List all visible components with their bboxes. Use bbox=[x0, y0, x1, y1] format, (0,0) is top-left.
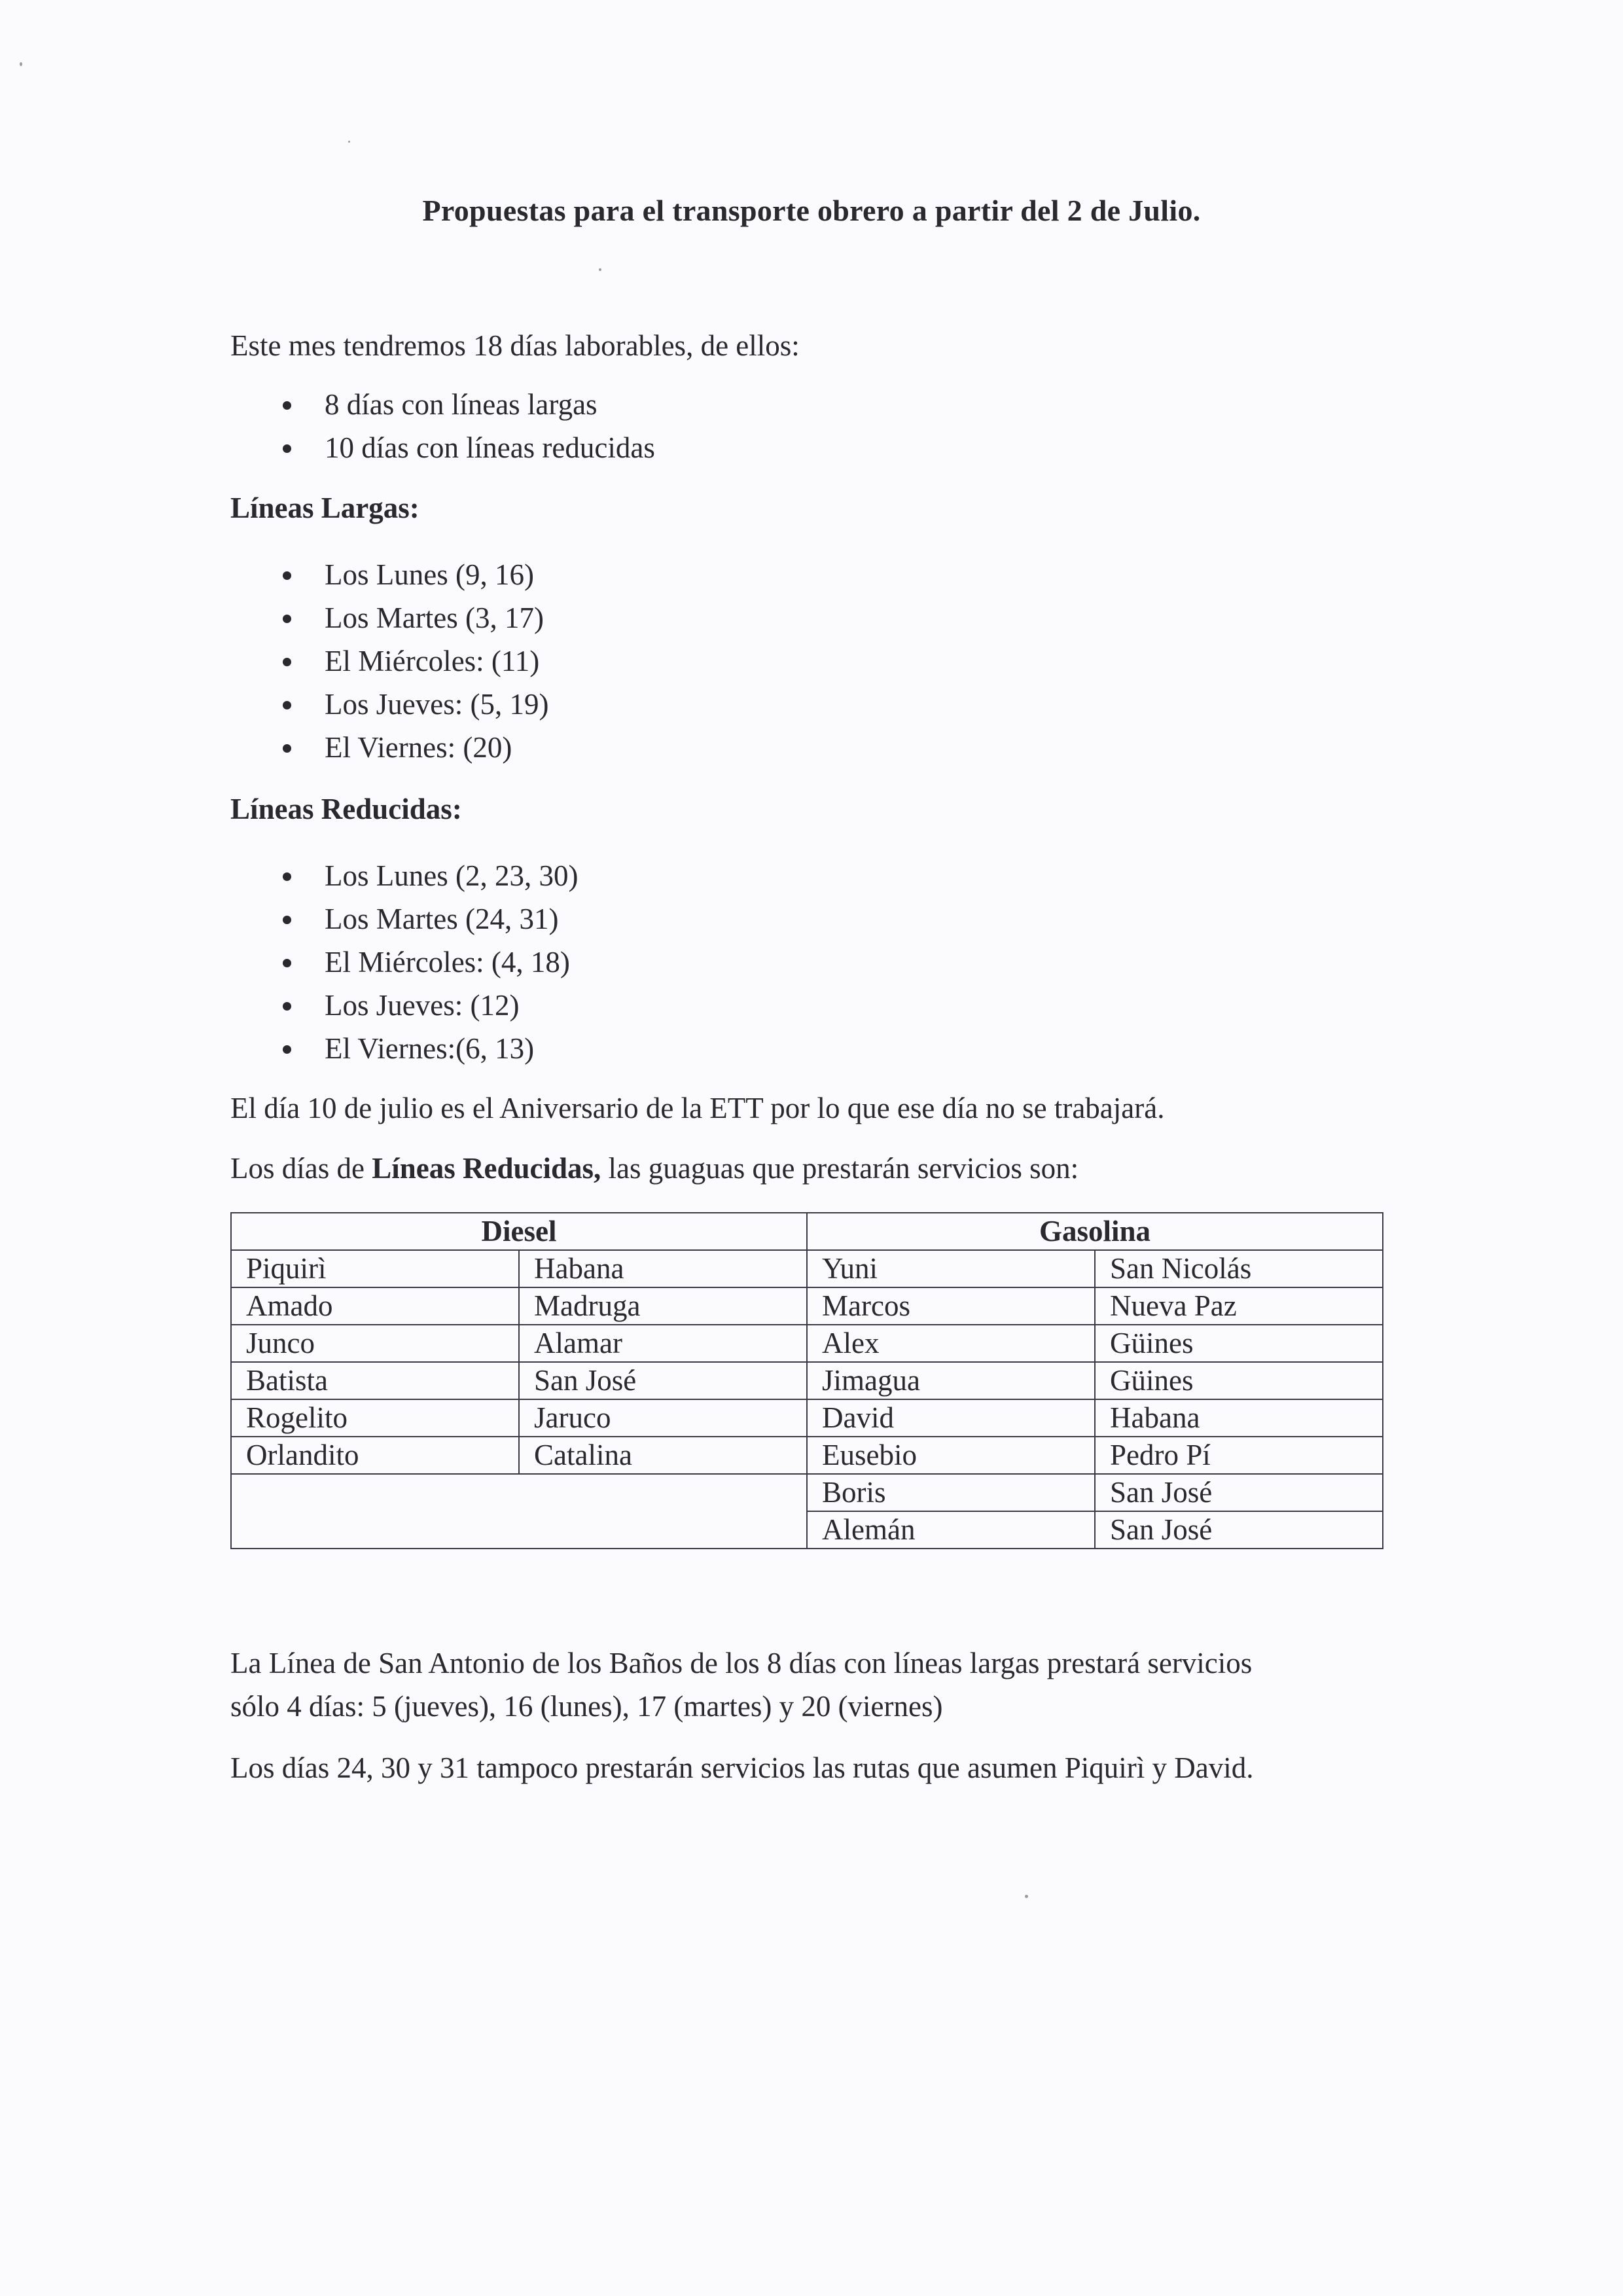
list-item bbox=[230, 639, 548, 683]
list-item-text: El Viernes:(6, 13) bbox=[325, 1032, 535, 1065]
table-row bbox=[231, 1287, 1383, 1325]
list-item bbox=[230, 897, 578, 941]
intro-paragraph: Este mes tendremos 18 días laborables, de ellos: bbox=[230, 329, 800, 362]
table-row bbox=[231, 1362, 1383, 1399]
table-row bbox=[231, 1325, 1383, 1362]
gasolina-driver-cell: Alex bbox=[807, 1325, 1095, 1362]
list-item-text: 8 días con líneas largas bbox=[325, 388, 597, 421]
diesel-route-cell: San José bbox=[519, 1362, 807, 1399]
scan-speck bbox=[20, 62, 22, 66]
list-item-text: Los Lunes (9, 16) bbox=[325, 558, 534, 591]
list-item bbox=[230, 383, 655, 426]
lineas-reducidas-heading: Líneas Reducidas: bbox=[230, 793, 462, 825]
list-item-text: El Miércoles: (4, 18) bbox=[325, 946, 570, 978]
column-header-gasolina: Gasolina bbox=[807, 1213, 1383, 1250]
bullet-icon bbox=[283, 401, 291, 410]
gasolina-driver-cell: Jimagua bbox=[807, 1362, 1095, 1399]
gasolina-route-cell: Habana bbox=[1095, 1399, 1383, 1437]
gasolina-route-cell: San José bbox=[1095, 1511, 1383, 1549]
scan-speck bbox=[1025, 1895, 1028, 1898]
list-item-text: Los Jueves: (5, 19) bbox=[325, 688, 549, 721]
bullet-icon bbox=[283, 959, 291, 967]
table-row bbox=[231, 1437, 1383, 1474]
list-item bbox=[230, 426, 655, 469]
document-title: Propuestas para el transporte obrero a partir del 2 de Julio. bbox=[422, 194, 1201, 227]
gasolina-route-cell: San José bbox=[1095, 1474, 1383, 1511]
bullet-icon bbox=[283, 615, 291, 623]
san-antonio-note-line-2: sólo 4 días: 5 (jueves), 16 (lunes), 17 (martes) y 20 (viernes) bbox=[230, 1690, 943, 1723]
diesel-empty-cell bbox=[231, 1474, 807, 1549]
table-header-row bbox=[231, 1213, 1383, 1250]
list-item-text: 10 días con líneas reducidas bbox=[325, 431, 655, 464]
diesel-driver-cell: Orlandito bbox=[231, 1437, 519, 1474]
diesel-route-cell: Catalina bbox=[519, 1437, 807, 1474]
gasolina-route-cell: Güines bbox=[1095, 1325, 1383, 1362]
closing-note: Los días 24, 30 y 31 tampoco prestarán servicios las rutas que asumen Piquirì y David. bbox=[230, 1751, 1254, 1784]
column-header-diesel: Diesel bbox=[231, 1213, 807, 1250]
table-intro-prefix: Los días de bbox=[230, 1152, 372, 1185]
diesel-route-cell: Alamar bbox=[519, 1325, 807, 1362]
list-item-text: Los Martes (3, 17) bbox=[325, 601, 544, 634]
list-item bbox=[230, 854, 578, 897]
gasolina-route-cell: San Nicolás bbox=[1095, 1250, 1383, 1287]
diesel-route-cell: Jaruco bbox=[519, 1399, 807, 1437]
diesel-driver-cell: Batista bbox=[231, 1362, 519, 1399]
table-intro-paragraph bbox=[230, 1147, 1079, 1190]
gasolina-driver-cell: Eusebio bbox=[807, 1437, 1095, 1474]
gasolina-driver-cell: Alemán bbox=[807, 1511, 1095, 1549]
aniversario-note: El día 10 de julio es el Aniversario de la ETT por lo que ese día no se trabajará. bbox=[230, 1092, 1165, 1124]
lineas-reducidas-list bbox=[230, 854, 578, 1070]
diesel-driver-cell: Junco bbox=[231, 1325, 519, 1362]
san-antonio-note-line-1: La Línea de San Antonio de los Baños de los 8 días con líneas largas prestará servicios bbox=[230, 1647, 1253, 1679]
table-row bbox=[231, 1399, 1383, 1437]
list-item bbox=[230, 596, 548, 639]
list-item bbox=[230, 941, 578, 984]
list-item-text: Los Jueves: (12) bbox=[325, 989, 520, 1022]
table-intro-bold: Líneas Reducidas, bbox=[372, 1152, 601, 1185]
list-item bbox=[230, 553, 548, 596]
list-item bbox=[230, 984, 578, 1027]
bullet-icon bbox=[283, 744, 291, 753]
summary-bullet-list bbox=[230, 383, 655, 469]
bullet-icon bbox=[283, 872, 291, 881]
diesel-driver-cell: Amado bbox=[231, 1287, 519, 1325]
bullet-icon bbox=[283, 701, 291, 709]
gasolina-driver-cell: Yuni bbox=[807, 1250, 1095, 1287]
gasolina-driver-cell: Marcos bbox=[807, 1287, 1095, 1325]
bullet-icon bbox=[283, 444, 291, 453]
gasolina-route-cell: Nueva Paz bbox=[1095, 1287, 1383, 1325]
list-item-text: Los Martes (24, 31) bbox=[325, 903, 559, 935]
bullet-icon bbox=[283, 658, 291, 666]
gasolina-driver-cell: David bbox=[807, 1399, 1095, 1437]
bus-table-body bbox=[231, 1250, 1383, 1549]
table-intro-suffix: las guaguas que prestarán servicios son: bbox=[601, 1152, 1079, 1185]
lineas-largas-list bbox=[230, 553, 548, 769]
bullet-icon bbox=[283, 1045, 291, 1054]
list-item bbox=[230, 683, 548, 726]
scan-speck bbox=[599, 268, 601, 271]
diesel-driver-cell: Rogelito bbox=[231, 1399, 519, 1437]
list-item bbox=[230, 726, 548, 769]
diesel-driver-cell: Piquirì bbox=[231, 1250, 519, 1287]
bus-assignment-table bbox=[230, 1212, 1383, 1549]
table-row bbox=[231, 1250, 1383, 1287]
gasolina-route-cell: Pedro Pí bbox=[1095, 1437, 1383, 1474]
bullet-icon bbox=[283, 571, 291, 580]
gasolina-route-cell: Güines bbox=[1095, 1362, 1383, 1399]
list-item-text: El Miércoles: (11) bbox=[325, 645, 540, 677]
lineas-largas-heading: Líneas Largas: bbox=[230, 492, 419, 524]
diesel-route-cell: Madruga bbox=[519, 1287, 807, 1325]
bullet-icon bbox=[283, 916, 291, 924]
diesel-route-cell: Habana bbox=[519, 1250, 807, 1287]
gasolina-driver-cell: Boris bbox=[807, 1474, 1095, 1511]
scan-speck bbox=[348, 141, 350, 143]
list-item bbox=[230, 1027, 578, 1070]
table-row bbox=[231, 1474, 1383, 1511]
bullet-icon bbox=[283, 1002, 291, 1011]
list-item-text: El Viernes: (20) bbox=[325, 731, 512, 764]
list-item-text: Los Lunes (2, 23, 30) bbox=[325, 859, 579, 892]
